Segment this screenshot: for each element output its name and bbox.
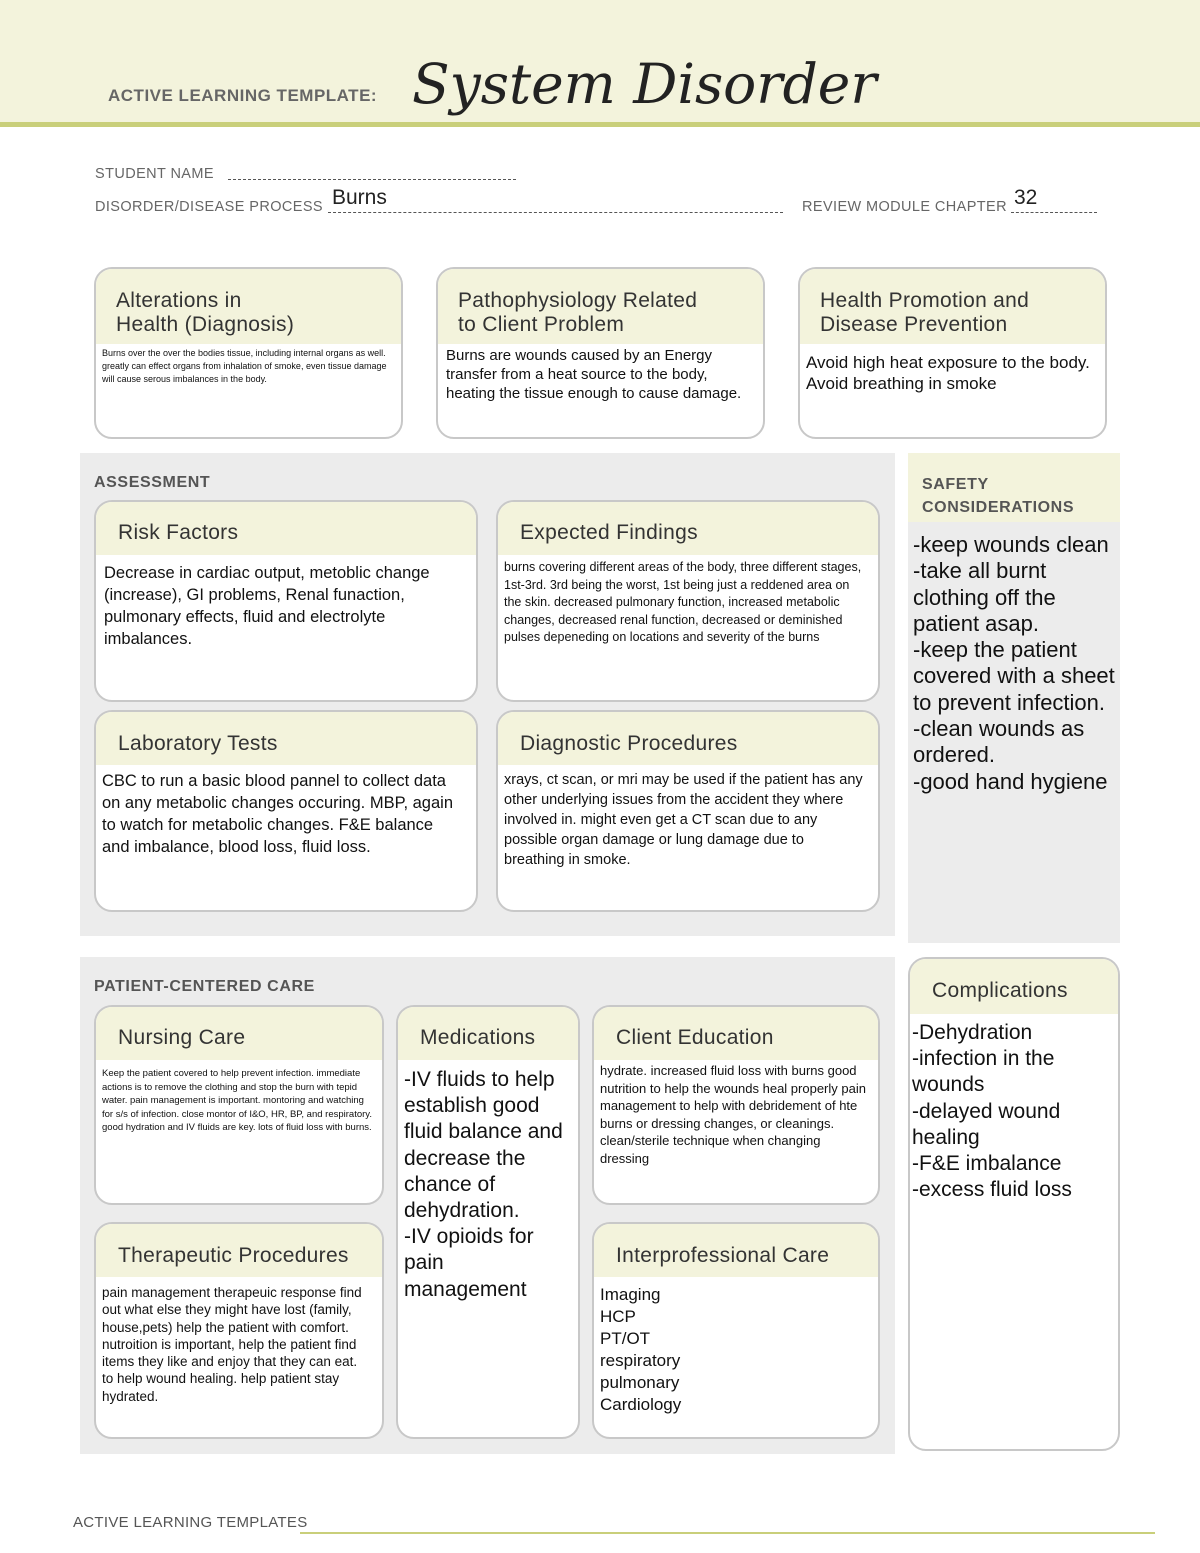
alterations-box [94, 267, 403, 439]
laboratory-tests-box [94, 710, 478, 912]
medications-box [396, 1005, 580, 1439]
alterations-body[interactable]: Burns over the over the bodies tissue, including internal organs as well. greatly can effect organs from inhalation of smoke, even tissue damage will cause serous imbalances in the body. [102, 348, 387, 384]
safety-title: SAFETY CONSIDERATIONS [922, 476, 1075, 516]
nursing-care-title: Nursing Care [96, 1007, 382, 1060]
chapter-field[interactable]: 32 [1014, 186, 1038, 209]
nursing-care-box [94, 1005, 384, 1205]
chapter-label: REVIEW MODULE CHAPTER [802, 199, 1007, 215]
interprofessional-care-body[interactable]: Imaging HCP PT/OT respiratory pulmonary Cardiology [600, 1285, 682, 1414]
diagnostic-procedures-title: Diagnostic Procedures [498, 712, 878, 765]
header-accent-rule [0, 122, 1200, 127]
expected-findings-body[interactable]: burns covering different areas of the body, three different stages, 1st-3rd. 3rd being the worst, 1st being just a reddened area on the skin. decreased pulmonary function, increased metabolic changes, decreased renal function, decreased or deminished pulses depeneding on locations and severity of the burns [504, 560, 862, 644]
complications-title: Complications [910, 959, 1118, 1014]
expected-findings-box [496, 500, 880, 702]
expected-findings-title: Expected Findings [498, 502, 878, 555]
alterations-title: Alterations in Health (Diagnosis) [96, 269, 401, 344]
health-promotion-body[interactable]: Avoid high heat exposure to the body. Avoid breathing in smoke [806, 353, 1090, 393]
risk-factors-body[interactable]: Decrease in cardiac output, metoblic change (increase), GI problems, Renal funaction, pulmonary effects, fluid and electrolyte imbalances. [104, 564, 430, 648]
student-name-label: STUDENT NAME [95, 166, 214, 182]
diagnostic-procedures-body[interactable]: xrays, ct scan, or mri may be used if the patient has any other underlying issues from the accident they where involved in. might even get a CT scan due to any possible organ damage or lung damage due to breathing in smoke. [504, 772, 863, 868]
laboratory-tests-body[interactable]: CBC to run a basic blood pannel to collect data on any metabolic changes occuring. MBP, again to watch for metabolic changes. F&E balance and imbalance, blood loss, fluid loss. [102, 772, 453, 856]
chapter-line [1011, 211, 1097, 213]
therapeutic-procedures-body[interactable]: pain management therapeuic response find out what else they might have lost (family, house,pets) help the patient with comfort. nutroition is important, help the patient find items they like and enjoy that they can eat. to help wound healing. help patient stay hydrated. [102, 1285, 362, 1404]
pathophysiology-box [436, 267, 765, 439]
client-education-body[interactable]: hydrate. increased fluid loss with burns good nutrition to help the wounds heal properly pain management to help with debridement of hte burns or dressing changes, or cleanings. clean/sterile technique when changing dressing [600, 1063, 866, 1166]
disorder-line [328, 211, 783, 213]
pathophysiology-body[interactable]: Burns are wounds caused by an Energy transfer from a heat source to the body, heating the tissue enough to cause damage. [446, 347, 742, 402]
complications-body[interactable]: -Dehydration -infection in the wounds -delayed wound healing -F&E imbalance -excess fluid loss [912, 1021, 1072, 1202]
nursing-care-body[interactable]: Keep the patient covered to help prevent infection. immediate actions is to remove the clothing and stop the burn with tepid water. pain management is important. montoring and watching for s/s of infection. close montor of I&O, HR, BP, and respiratory. good hydration and IV fluids are key. lots of fluid loss with burns. [102, 1068, 372, 1133]
client-education-box [592, 1005, 880, 1205]
risk-factors-title: Risk Factors [96, 502, 476, 555]
health-promotion-box [798, 267, 1107, 439]
interprofessional-care-title: Interprofessional Care [594, 1224, 878, 1277]
complications-box [908, 957, 1120, 1451]
medications-title: Medications [398, 1007, 578, 1060]
student-name-line [228, 178, 516, 180]
footer-label: ACTIVE LEARNING TEMPLATES [73, 1514, 308, 1531]
therapeutic-procedures-box [94, 1222, 384, 1439]
disorder-field[interactable]: Burns [332, 186, 387, 209]
therapeutic-procedures-title: Therapeutic Procedures [96, 1224, 382, 1277]
medications-body[interactable]: -IV fluids to help establish good fluid balance and decrease the chance of dehydration. -IV opioids for pain management [404, 1068, 563, 1301]
diagnostic-procedures-box [496, 710, 880, 912]
footer-rule [300, 1532, 1155, 1534]
pathophysiology-title: Pathophysiology Related to Client Problem [438, 269, 763, 344]
patient-care-title: PATIENT-CENTERED CARE [94, 978, 315, 995]
client-education-title: Client Education [594, 1007, 878, 1060]
health-promotion-title: Health Promotion and Disease Prevention [800, 269, 1105, 344]
interprofessional-care-box [592, 1222, 880, 1439]
safety-body[interactable]: -keep wounds clean -take all burnt clothing off the patient asap. -keep the patient covered with a sheet to prevent infection. -clean wounds as ordered. -good hand hygiene [913, 532, 1115, 794]
risk-factors-box [94, 500, 478, 702]
laboratory-tests-title: Laboratory Tests [96, 712, 476, 765]
template-label: ACTIVE LEARNING TEMPLATE: [108, 86, 378, 105]
disorder-label: DISORDER/DISEASE PROCESS [95, 199, 323, 215]
page-title: System Disorder [412, 52, 877, 116]
assessment-title: ASSESSMENT [94, 474, 211, 491]
